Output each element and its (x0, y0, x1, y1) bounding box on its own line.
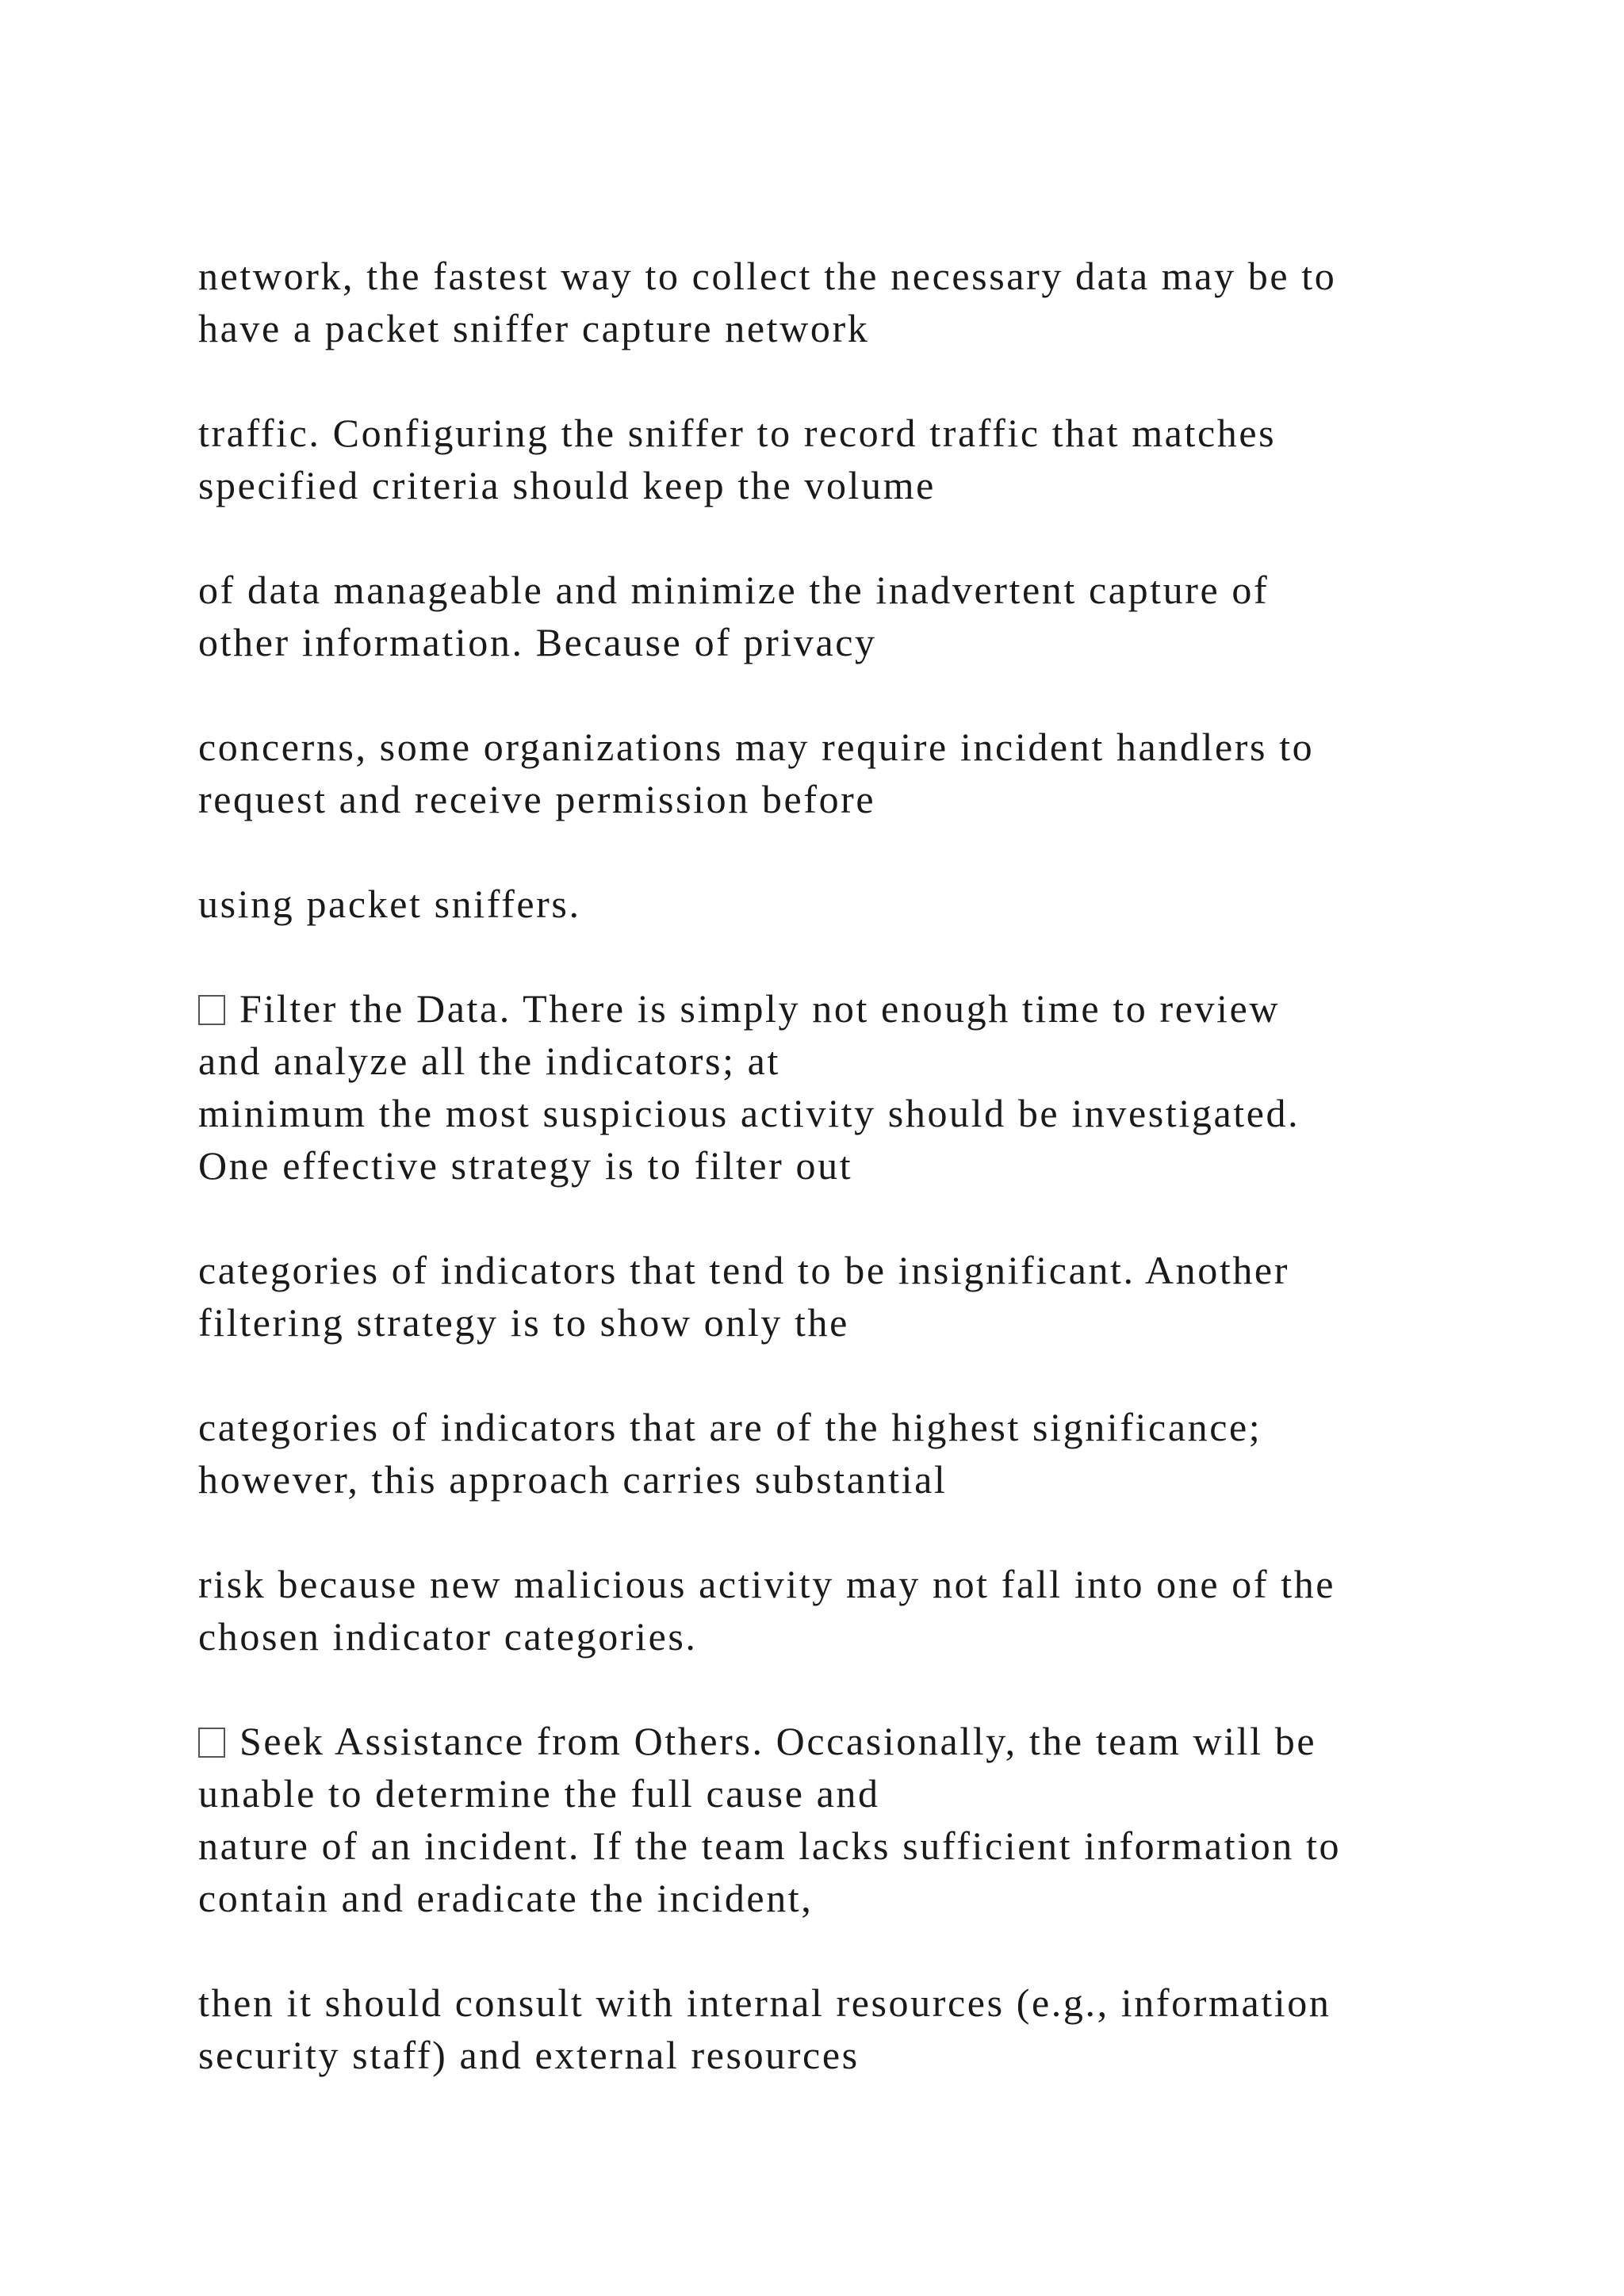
text-line: request and receive permission before (198, 777, 876, 821)
bullet-line (198, 1716, 1316, 1766)
text-line: categories of indicators that are of the highest significance; (198, 1405, 1262, 1449)
bullet-line (198, 983, 1280, 1034)
text-line: have a packet sniffer capture network (198, 306, 870, 350)
text-line: risk because new malicious activity may not fall into one of the (198, 1562, 1336, 1606)
text-line: concerns, some organizations may require incident handlers to (198, 725, 1315, 769)
bullet-text: Seek Assistance from Others. Occasionally, the team will be (239, 1719, 1317, 1763)
text-line: security staff) and external resources (198, 2033, 860, 2077)
text-line: chosen indicator categories. (198, 1614, 698, 1659)
text-line: One effective strategy is to filter out (198, 1143, 853, 1188)
text-line: unable to determine the full cause and (198, 1771, 880, 1816)
missing-glyph-box-icon (198, 995, 225, 1025)
missing-glyph-box-icon (198, 1728, 225, 1758)
text-line: traffic. Configuring the sniffer to record traffic that matches (198, 411, 1277, 455)
text-line: of data manageable and minimize the inadvertent capture of (198, 568, 1270, 612)
text-line: and analyze all the indicators; at (198, 1039, 780, 1083)
text-line: nature of an incident. If the team lacks sufficient information to (198, 1823, 1342, 1868)
text-line: then it should consult with internal resources (e.g., information (198, 1980, 1331, 2025)
text-line: other information. Because of privacy (198, 620, 877, 664)
text-line: however, this approach carries substantial (198, 1457, 948, 1502)
bullet-text: Filter the Data. There is simply not enough time to review (239, 986, 1281, 1031)
text-line: specified criteria should keep the volume (198, 463, 936, 507)
text-line: network, the fastest way to collect the necessary data may be to (198, 254, 1337, 298)
text-line: filtering strategy is to show only the (198, 1300, 849, 1345)
text-line: minimum the most suspicious activity should be investigated. (198, 1091, 1300, 1135)
text-line: using packet sniffers. (198, 882, 581, 926)
text-line: contain and eradicate the incident, (198, 1876, 814, 1920)
text-line: categories of indicators that tend to be insignificant. Another (198, 1248, 1289, 1292)
